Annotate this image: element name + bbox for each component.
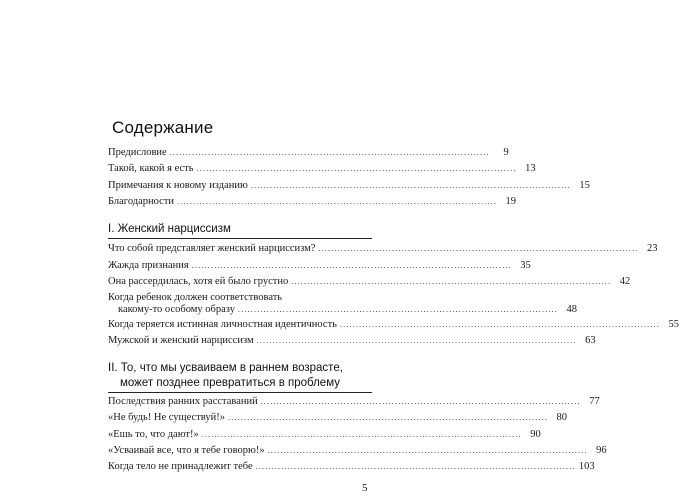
dot-leader: ....................................................................................................: [228, 413, 549, 422]
toc-entry-page: 77: [589, 396, 600, 407]
dot-leader: ....................................................................................................: [196, 164, 517, 173]
toc-entry: [108, 276, 631, 288]
dot-leader: ....................................................................................................: [260, 397, 581, 406]
toc-title: Содержание: [112, 118, 214, 137]
toc-entry-label: Предисловие: [108, 147, 167, 158]
toc-entry-page: 9: [503, 147, 509, 158]
toc-entry: [108, 243, 658, 255]
section-rule: [108, 392, 372, 393]
toc-entry: [108, 319, 679, 331]
toc-entry-label: Благодарности: [108, 196, 175, 207]
toc-entry: [108, 292, 577, 316]
page-number: 5: [362, 482, 368, 494]
toc-entry-label: Мужской и женский нарциссизм: [108, 335, 254, 346]
toc-entry-page: 80: [556, 412, 568, 423]
dot-leader: ....................................................................................................: [318, 244, 639, 253]
toc-entry: [108, 147, 509, 159]
toc-entry-label: Жажда признания: [108, 260, 189, 271]
dot-leader: ....................................................................................................: [339, 320, 660, 329]
section-heading-line: может позднее превратиться в проблему: [120, 377, 340, 389]
toc-entry: [108, 396, 600, 408]
toc-entry-label: Последствия ранних расставаний: [108, 396, 258, 407]
toc-entry: [108, 412, 568, 424]
toc-entry-label: Когда ребенок должен соответствовать: [108, 292, 283, 303]
dot-leader: ....................................................................................................: [237, 305, 558, 314]
toc-entry: [108, 445, 607, 457]
toc-entry-page: 48: [566, 304, 577, 315]
dot-leader: ....................................................................................................: [169, 148, 490, 157]
toc-entry-label: Она рассердилась, хотя ей было грустно: [108, 276, 289, 287]
toc-entry-page: 19: [505, 196, 517, 207]
dot-leader: ....................................................................................................: [291, 277, 612, 286]
toc-entry-page: 23: [646, 243, 658, 254]
dot-leader: ....................................................................................................: [255, 462, 576, 471]
section-heading: [108, 361, 368, 391]
toc-entry: [108, 196, 517, 208]
toc-entry-page: 13: [525, 163, 536, 174]
toc-entry: [108, 335, 596, 347]
toc-entry-page: 42: [619, 276, 631, 287]
section-heading-line: I. Женский нарциссизм: [108, 223, 231, 235]
dot-leader: ....................................................................................................: [191, 261, 512, 270]
toc-entry-page: 15: [579, 180, 590, 191]
toc-entry-label: какому-то особому образу: [118, 304, 235, 315]
dot-leader: ....................................................................................................: [256, 336, 577, 345]
toc-entry-label: «Не будь! Не существуй!»: [108, 412, 226, 423]
toc-entry-page: 63: [585, 335, 596, 346]
section-heading: [108, 222, 368, 237]
section-rule: [108, 238, 372, 239]
section-heading-line: II. То, что мы усваиваем в раннем возрасте,: [108, 362, 343, 374]
toc-entry-label: Что собой представляет женский нарциссизм?: [108, 243, 316, 254]
toc-entry-page: 55: [668, 319, 679, 330]
toc-entry: [108, 180, 590, 192]
toc-entry: [108, 461, 595, 473]
toc-entry-page: 90: [530, 429, 541, 440]
dot-leader: ....................................................................................................: [177, 197, 498, 206]
toc-entry-page: 96: [596, 445, 607, 456]
toc-entry-page: 103: [578, 461, 595, 472]
toc-entry: [108, 163, 536, 175]
toc-entry: [108, 260, 531, 272]
dot-leader: ....................................................................................................: [267, 446, 588, 455]
toc-entry-label: «Ешь то, что дают!»: [108, 429, 199, 440]
toc-entry-label: Такой, какой я есть: [108, 163, 194, 174]
toc-entry: [108, 429, 541, 441]
dot-leader: ....................................................................................................: [201, 430, 522, 439]
toc-entry-label: Когда теряется истинная личностная идентичность: [108, 319, 337, 330]
dot-leader: ....................................................................................................: [250, 181, 571, 190]
toc-entry-label: «Усваивай все, что я тебе говорю!»: [108, 445, 265, 456]
toc-entry-page: 35: [520, 260, 531, 271]
toc-entry-label: Когда тело не принадлежит тебе: [108, 461, 253, 472]
toc-entry-label: Примечания к новому изданию: [108, 180, 248, 191]
